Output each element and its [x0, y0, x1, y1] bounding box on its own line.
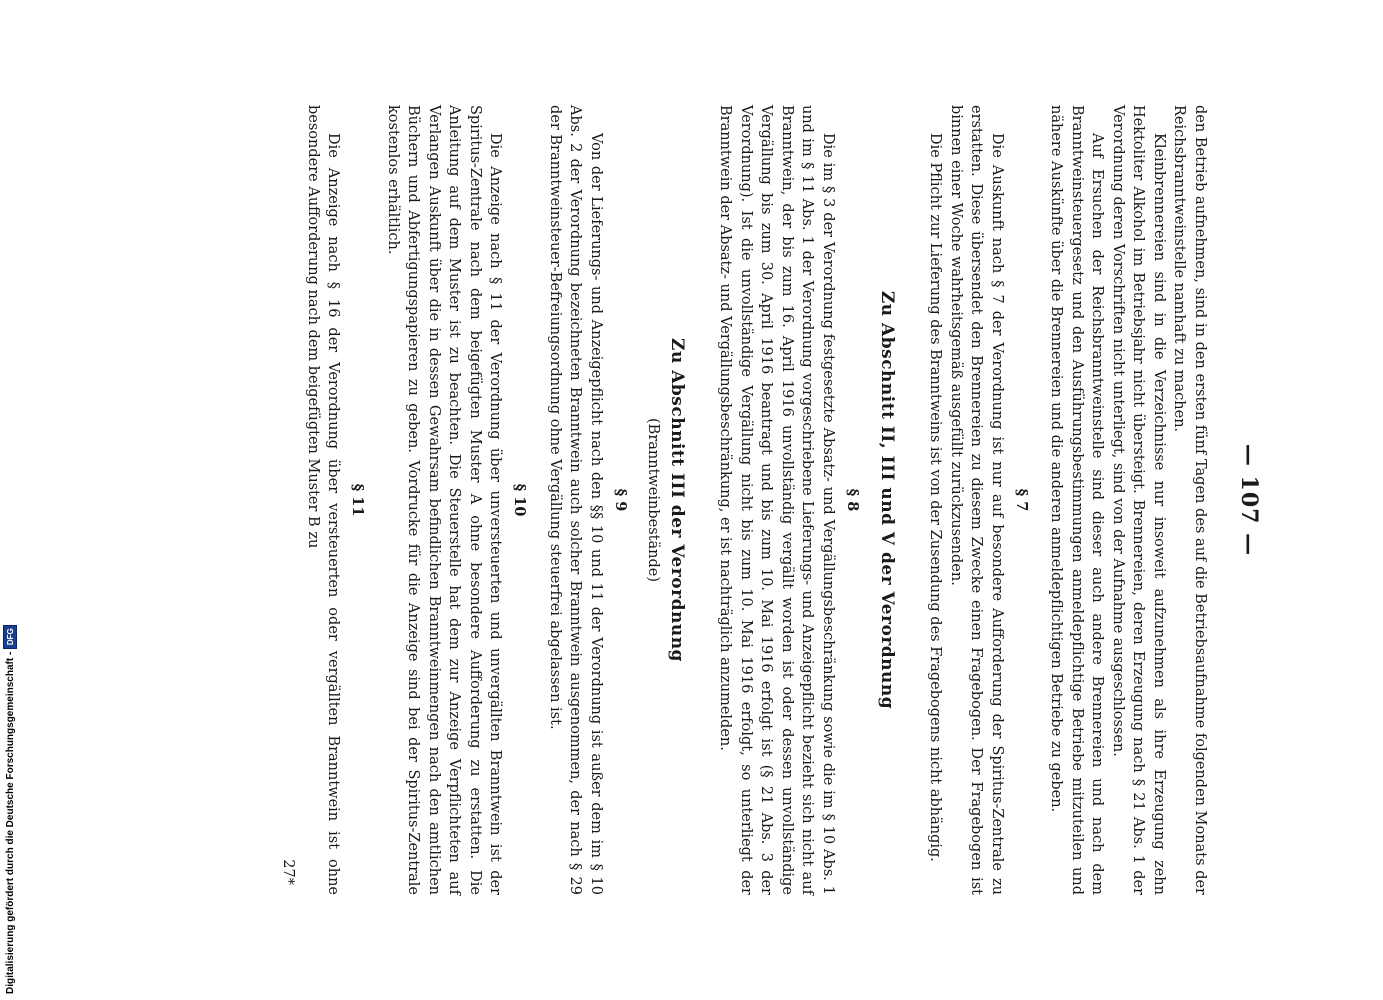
digitization-credit — [1, 0, 19, 1000]
paragraph: Die Auskunft nach § 7 der Verordnung ist nur auf besondere Aufforderung der Spiritus-Zentrale zu erstatten. Diese übersendet den Brennereien zu diesem Zwecke einen Fragebogen. Der Fragebogen ist binnen einer Woche wahrheitsgemäß ausgefüllt zurückzusenden. — [948, 105, 1005, 895]
credit-text: Digitalisierung gefördert durch die Deutsche Forschungsgemeinschaft - — [4, 651, 16, 994]
section-heading: Zu Abschnitt III der Verordnung — [667, 338, 687, 662]
paragraph: Von der Lieferungs- und Anzeigepflicht nach den §§ 10 und 11 der Verordnung ist außer dem im § 10 Abs. 2 der Verordnung bezeichneten Branntwein auch solcher Branntwein ausgenommen, der nach § 29 der Branntweinsteuer-Befreiungsordnung ohne Vergällung steuerfrei abgelassen ist. — [547, 105, 604, 895]
paragraph: Die Anzeige nach § 16 der Verordnung über versteuerten oder vergällten Branntwein ist ohne besondere Aufforderung nach dem beigefügten Muster B zu — [305, 105, 342, 895]
section-sign-10: § 10 — [511, 483, 529, 517]
section-heading: Zu Abschnitt II, III und V der Verordnung — [877, 290, 897, 710]
dfg-logo-icon: DFG — [3, 625, 17, 649]
section-sign-7: § 7 — [1013, 488, 1030, 512]
page-number: — 107 — — [1236, 443, 1262, 557]
paragraph: Die Anzeige nach § 11 der Verordnung über unversteuerten und unvergällten Branntwein ist der Spiritus-Zentrale nach dem beigefügten Muster A ohne besondere Aufforderung zu erstatten. Die Anleitung auf dem Muster ist zu beachten. Die Steuerstelle hat dem zur Anzeige Verpflichteten auf Verlangen Auskunft über die in dessen Gewahrsam befindlichen Branntweinmengen nach den amtlichen Büchern und Abfertigungspapieren zu geben. Vordrucke für die Anzeige sind bei der Spiritus-Zentrale kostenlos erhältlich. — [385, 105, 504, 895]
paragraph: den Betrieb aufnehmen, sind in den ersten fünf Tagen des auf die Betriebsaufnahme folgenden Monats der Reichsbranntweinstelle namhaft zu machen. — [1171, 105, 1208, 895]
scanned-page — [112, 0, 1292, 1000]
section-sign-9: § 9 — [612, 488, 629, 512]
page-signature: 27* — [280, 859, 297, 885]
paragraph: Die Pflicht zur Lieferung des Branntweins ist von der Zusendung des Fragebogens nicht abhängig. — [927, 133, 944, 862]
paragraph: Kleinbrennereien sind in die Verzeichnisse nur insoweit aufzunehmen als ihre Erzeugung zehn Hektoliter Alkohol im Betriebsjahr nicht übersteigt. Brennereien, deren Erzeugung nach § 21 Abs. 1 der Verordnung deren Vorschriften nicht unterliegt, sind von der Aufnahme ausgeschlossen. — [1110, 105, 1167, 895]
page-content — [281, 105, 1263, 895]
paragraph: Auf Ersuchen der Reichsbranntweinstelle sind dieser auch andere Brennereien und nach dem Branntweinsteuergesetz und den Ausführungsbestimmungen anmeldepflichtige Betriebe mitzuteilen und nähere Auskünfte über die Brennereien und die anderen anmeldepflichtigen Betriebe zu geben. — [1048, 105, 1106, 895]
section-subheading: (Branntweinbestände) — [645, 418, 661, 582]
paragraph: Die im § 3 der Verordnung festgesetzte Absatz- und Vergällungsbeschränkung sowie die im § 10 Abs. 1 und im § 11 Abs. 1 der Verordnung vorgeschriebene Lieferungs- und Anzeigepflicht bezieht sich nicht auf Branntwein, der bis zum 16. April 1916 unvollständig vergällt worden ist oder dessen unvollständige Vergällung bis zum 30. April 1916 beantragt und bis zum 10. Mai 1916 erfolgt ist (§ 21 Abs. 3 der Verordnung). Ist die unvollständige Vergällung nicht bis zum 10. Mai 1916 erfolgt, so unterliegt der Branntwein der Absatz- und Vergällungsbeschränkung, er ist nachträglich anzumelden. — [717, 105, 836, 895]
section-sign-8: § 8 — [844, 488, 861, 512]
section-sign-11: § 11 — [349, 483, 367, 517]
